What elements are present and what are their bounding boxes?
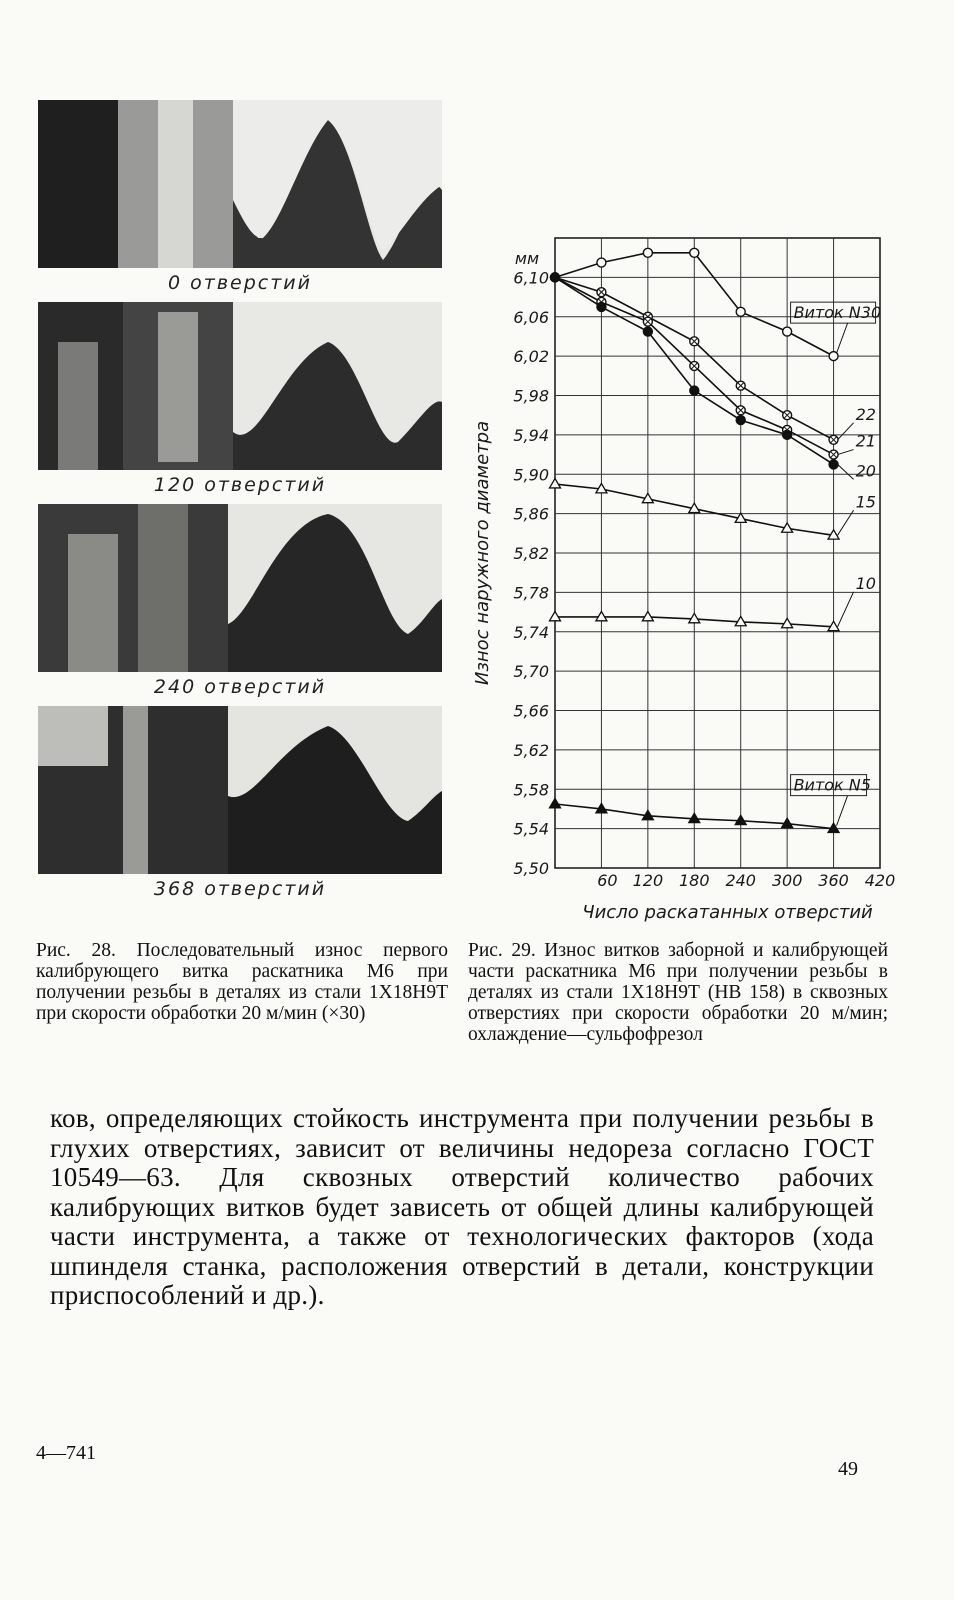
thread-photo-0 [38,100,442,268]
y-tick-label: 5,50 [513,859,549,878]
x-tick-label: 360 [818,871,849,890]
thread-photo-240 [38,504,442,672]
data-point [643,327,652,336]
figure-28-photos [38,100,448,900]
x-tick-label: 180 [679,871,710,890]
series-leader-line [837,323,848,353]
y-tick-label: 5,86 [513,504,549,524]
series-label: 15 [855,492,876,512]
x-tick-label: 60 [597,871,618,890]
y-axis-label: Износ наружного диаметра [472,420,493,686]
y-tick-label: 5,98 [513,386,549,406]
data-point [597,258,606,267]
y-tick-label: 6,06 [513,307,549,327]
data-point [550,799,561,808]
figure-29-chart [470,228,900,928]
data-point [642,611,653,620]
photo-caption-368: 368 отверстий [153,878,327,900]
photo-caption-240: 240 отверстий [153,676,327,698]
series-label: 20 [855,461,876,481]
series-label: 10 [855,573,876,593]
data-point [643,248,652,257]
y-tick-label: 5,78 [513,583,549,603]
series-leader-line [838,592,854,627]
data-point [690,386,699,395]
body-paragraph: ков, определяющих стойкость инструмента при получении резьбы в глухих отверстиях, зависит от величины недореза согласно ГОСТ 10549—63. Для сквозных отверстий количество рабочих калибрующих витков будет зависеть от общей длины калибрующей части инструмента, а также от технологических факторов (хода шпинделя станка, расположения отверстий в детали, конструкции приспособлений и др.). [50,1103,874,1310]
y-tick-label: 5,58 [513,780,549,800]
y-tick-label: 5,66 [513,701,549,721]
y-tick-label: 5,70 [513,662,549,682]
data-point [550,479,561,488]
series-label: Виток N30 [793,303,882,323]
x-tick-label: 120 [632,871,664,890]
data-point [736,307,745,316]
data-point [783,430,792,439]
data-point [690,248,699,257]
data-point [597,302,606,311]
x-tick-label: 420 [864,871,896,890]
data-point [551,273,560,282]
photo-caption-0: 0 отверстий [168,272,312,294]
data-point [550,611,561,620]
y-tick-label: 5,74 [513,622,549,642]
series-leader-line [838,450,854,455]
photo-caption-120: 120 отверстий [153,474,327,496]
series-leader-line [837,796,848,826]
series-leader-line [838,423,854,440]
signature-mark: 4—741 [36,1442,96,1464]
data-point [829,460,838,469]
y-tick-label: 5,94 [513,425,549,445]
series-label: Виток N5 [793,775,871,795]
series-label: 21 [855,431,876,451]
data-point [783,327,792,336]
y-tick-label: 5,82 [513,544,549,563]
y-tick-label: 5,62 [513,740,549,760]
series-label: 22 [855,404,876,424]
y-tick-label: 5,54 [513,819,549,839]
y-tick-label: 6,02 [513,347,549,367]
data-point [596,611,607,620]
thread-photo-120 [38,302,442,470]
y-unit-label: мм [514,249,540,268]
figure-29-caption: Рис. 29. Износ витков заборной и калибрующей части раскатника М6 при получении резьбы в деталях из стали 1Х18Н9Т (НВ 158) в сквозных отверстиях при скорости обработки 20 м/мин; охлаждение—сульфофрезол [468,940,888,1045]
page-number: 49 [838,1458,858,1480]
y-tick-label: 5,90 [513,465,549,485]
thread-photo-368 [38,706,442,874]
x-axis-label: Число раскатанных отверстий [582,902,873,923]
data-point [736,416,745,425]
x-tick-label: 240 [725,871,756,890]
y-tick-label: 6,10 [513,268,549,288]
x-tick-label: 300 [771,871,803,890]
figure-28-caption: Рис. 28. Последовательный износ первого калибрующего витка раскатника М6 при получении резьбы в деталях из стали 1Х18Н9Т при скорости обработки 20 м/мин (×30) [36,940,448,1024]
wear-chart-svg [470,228,900,928]
series-leader-line [838,464,854,479]
